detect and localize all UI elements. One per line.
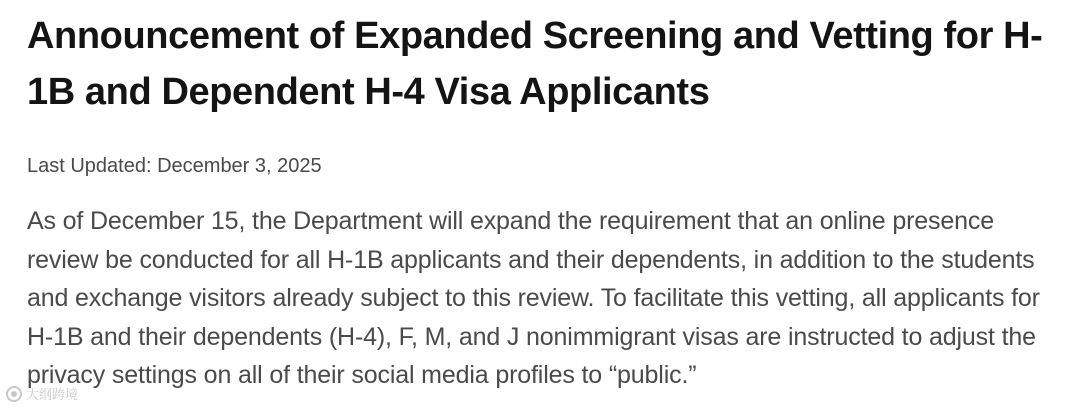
watermark-logo-icon [6,386,22,402]
article-title: Announcement of Expanded Screening and Vetting for H-1B and Dependent H-4 Visa Applicants [27,15,1043,113]
watermark [6,384,78,403]
article-paragraph: As of December 15, the Department will expand the requirement that an online presence review be conducted for all H-1B applicants and their dependents, in addition to the students and exchange visitors already subject to this review. To facilitate this vetting, all applicants for H-1B and their dependents (H-4), F, M, and J nonimmigrant visas are instructed to adjust the privacy settings on all of their social media profiles to “public.” [27,207,1040,389]
last-updated-date: Last Updated: December 3, 2025 [27,155,322,177]
watermark-text: 大纲跨境 [26,388,79,403]
